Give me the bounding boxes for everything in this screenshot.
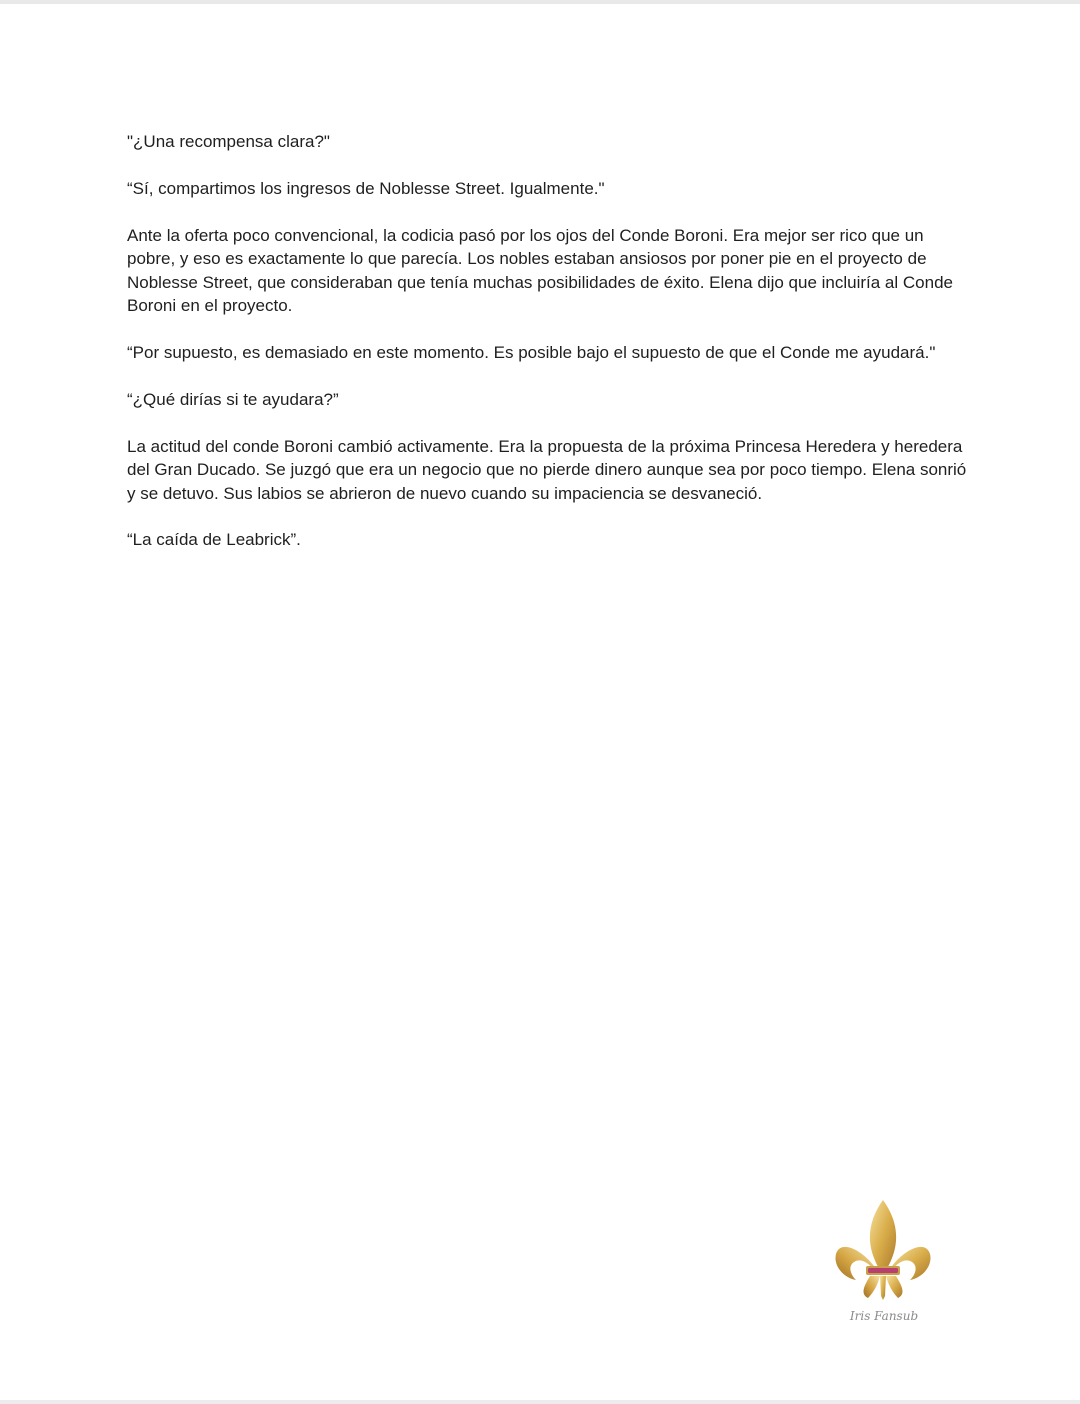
page-top-edge — [0, 0, 1080, 4]
paragraph-3: Ante la oferta poco convencional, la codicia pasó por los ojos del Conde Boroni. Era mejor ser rico que un pobre, y eso es exactamente lo que parecía. Los nobles estaban ansiosos por poner pie en el proyecto de Noblesse Street, que consideraban que tenía muchas posibilidades de éxito. Elena dijo que incluiría al Conde Boroni en el proyecto. — [127, 225, 953, 316]
fleur-de-lis-icon — [830, 1196, 936, 1328]
paragraph-4: “Por supuesto, es demasiado en este momento. Es posible bajo el supuesto de que el Conde me ayudará." — [127, 342, 936, 362]
fansub-logo — [830, 1196, 936, 1328]
paragraph-1: "¿Una recompensa clara?" — [127, 132, 330, 151]
document-body — [127, 130, 967, 575]
paragraph-7: “La caída de Leabrick”. — [127, 530, 301, 550]
paragraph-6: La actitud del conde Boroni cambió activamente. Era la propuesta de la próxima Princesa Heredera y heredera del Gran Ducado. Se juzgó que era un negocio que no pierde dinero aunque sea por poco tiempo. Elena sonrió y se detuvo. Sus labios se abrieron de nuevo cuando su impaciencia se desvaneció. — [127, 436, 967, 503]
page-bottom-edge — [0, 1400, 1080, 1404]
paragraph-5: “¿Qué dirías si te ayudara?” — [127, 389, 339, 409]
paragraph-2: “Sí, compartimos los ingresos de Noblesse Street. Igualmente." — [127, 178, 605, 198]
signature-text: Iris Fansub — [849, 1309, 919, 1323]
